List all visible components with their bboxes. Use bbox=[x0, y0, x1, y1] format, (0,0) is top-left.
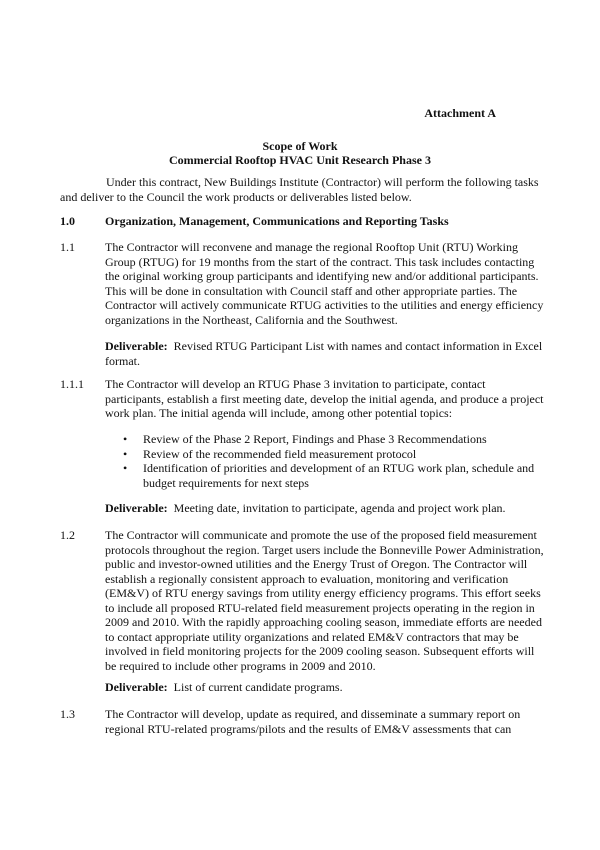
deliverable-1-2 bbox=[105, 680, 545, 695]
list-item bbox=[105, 447, 545, 462]
topic-list bbox=[105, 432, 545, 490]
list-item-text: Review of the recommended field measurement protocol bbox=[143, 446, 417, 461]
section-number-1-2: 1.2 bbox=[60, 528, 75, 542]
deliverable-label: Deliverable: bbox=[105, 339, 168, 353]
section-text-1-2: The Contractor will communicate and promote the use of the proposed field measurement protocols throughout the region. Target users include the Bonneville Power Administration, public and investor-owned utilities and the Energy Trust of Oregon. The Contractor will establish a regionally consistent approach to evaluation, monitoring and verification (EM&V) of RTU energy savings from utility energy efficiency programs. This effort seeks to include all proposed RTU-related field measurement projects operating in the region in 2009 and 2010. With the rapidly approaching cooling season, immediate efforts are needed to contact appropriate utility organizations and related EM&V contractors that may be involved in field monitoring projects for the 2009 cooling season. Subsequent efforts will be required to include other programs in 2009 and 2010. bbox=[105, 528, 544, 673]
section-heading-1-0: Organization, Management, Communications and Reporting Tasks bbox=[105, 214, 449, 228]
section-number-1-3: 1.3 bbox=[60, 707, 75, 721]
deliverable-text: Meeting date, invitation to participate, agenda and project work plan. bbox=[173, 501, 506, 515]
title-block bbox=[0, 139, 600, 167]
section-text-1-1: The Contractor will reconvene and manage the regional Rooftop Unit (RTU) Working Group (RTUG) for 19 months from the start of the contract. This task includes contacting the original working group participants and identifying new and/or additional participants. This will be done in consultation with Council staff and other appropriate parties. The Contractor will actively communicate RTUG activities to the utilities and energy efficiency organizations in the Northeast, California and the Southwest. bbox=[105, 240, 544, 327]
deliverable-1-1 bbox=[105, 339, 545, 368]
intro-paragraph: Under this contract, New Buildings Institute (Contractor) will perform the following tasks and deliver to the Council the work products or deliverables listed below. bbox=[60, 175, 539, 204]
bullet-icon: • bbox=[123, 446, 128, 461]
section-number-1-1: 1.1 bbox=[60, 240, 75, 254]
deliverable-label: Deliverable: bbox=[105, 501, 168, 515]
deliverable-label: Deliverable: bbox=[105, 680, 168, 694]
bullet-icon: • bbox=[123, 432, 128, 446]
list-item-text: Review of the Phase 2 Report, Findings and Phase 3 Recommendations bbox=[143, 432, 487, 446]
section-number-1-0: 1.0 bbox=[60, 214, 75, 228]
bullet-icon: • bbox=[123, 461, 128, 475]
section-text-1-3: The Contractor will develop, update as required, and disseminate a summary report on regional RTU-related programs/pilots and the results of EM&V assessments that can bbox=[105, 707, 521, 736]
title-project: Commercial Rooftop HVAC Unit Research Phase 3 bbox=[169, 153, 431, 167]
deliverable-text: Revised RTUG Participant List with names and contact information in Excel format. bbox=[105, 339, 543, 368]
attachment-label: Attachment A bbox=[424, 106, 496, 120]
list-item-text: Identification of priorities and development of an RTUG work plan, schedule and budget requirements for next steps bbox=[143, 461, 535, 490]
deliverable-text: List of current candidate programs. bbox=[173, 680, 343, 694]
title-scope: Scope of Work bbox=[262, 139, 338, 153]
section-number-1-1-1: 1.1.1 bbox=[60, 377, 84, 391]
deliverable-1-1-1 bbox=[105, 501, 545, 516]
section-text-1-1-1: The Contractor will develop an RTUG Phase 3 invitation to participate, contact participants, establish a first meeting date, develop the initial agenda, and produce a project work plan. The initial agenda will include, among other potential topics: bbox=[105, 377, 544, 420]
list-item bbox=[105, 461, 545, 490]
list-item bbox=[105, 432, 545, 447]
